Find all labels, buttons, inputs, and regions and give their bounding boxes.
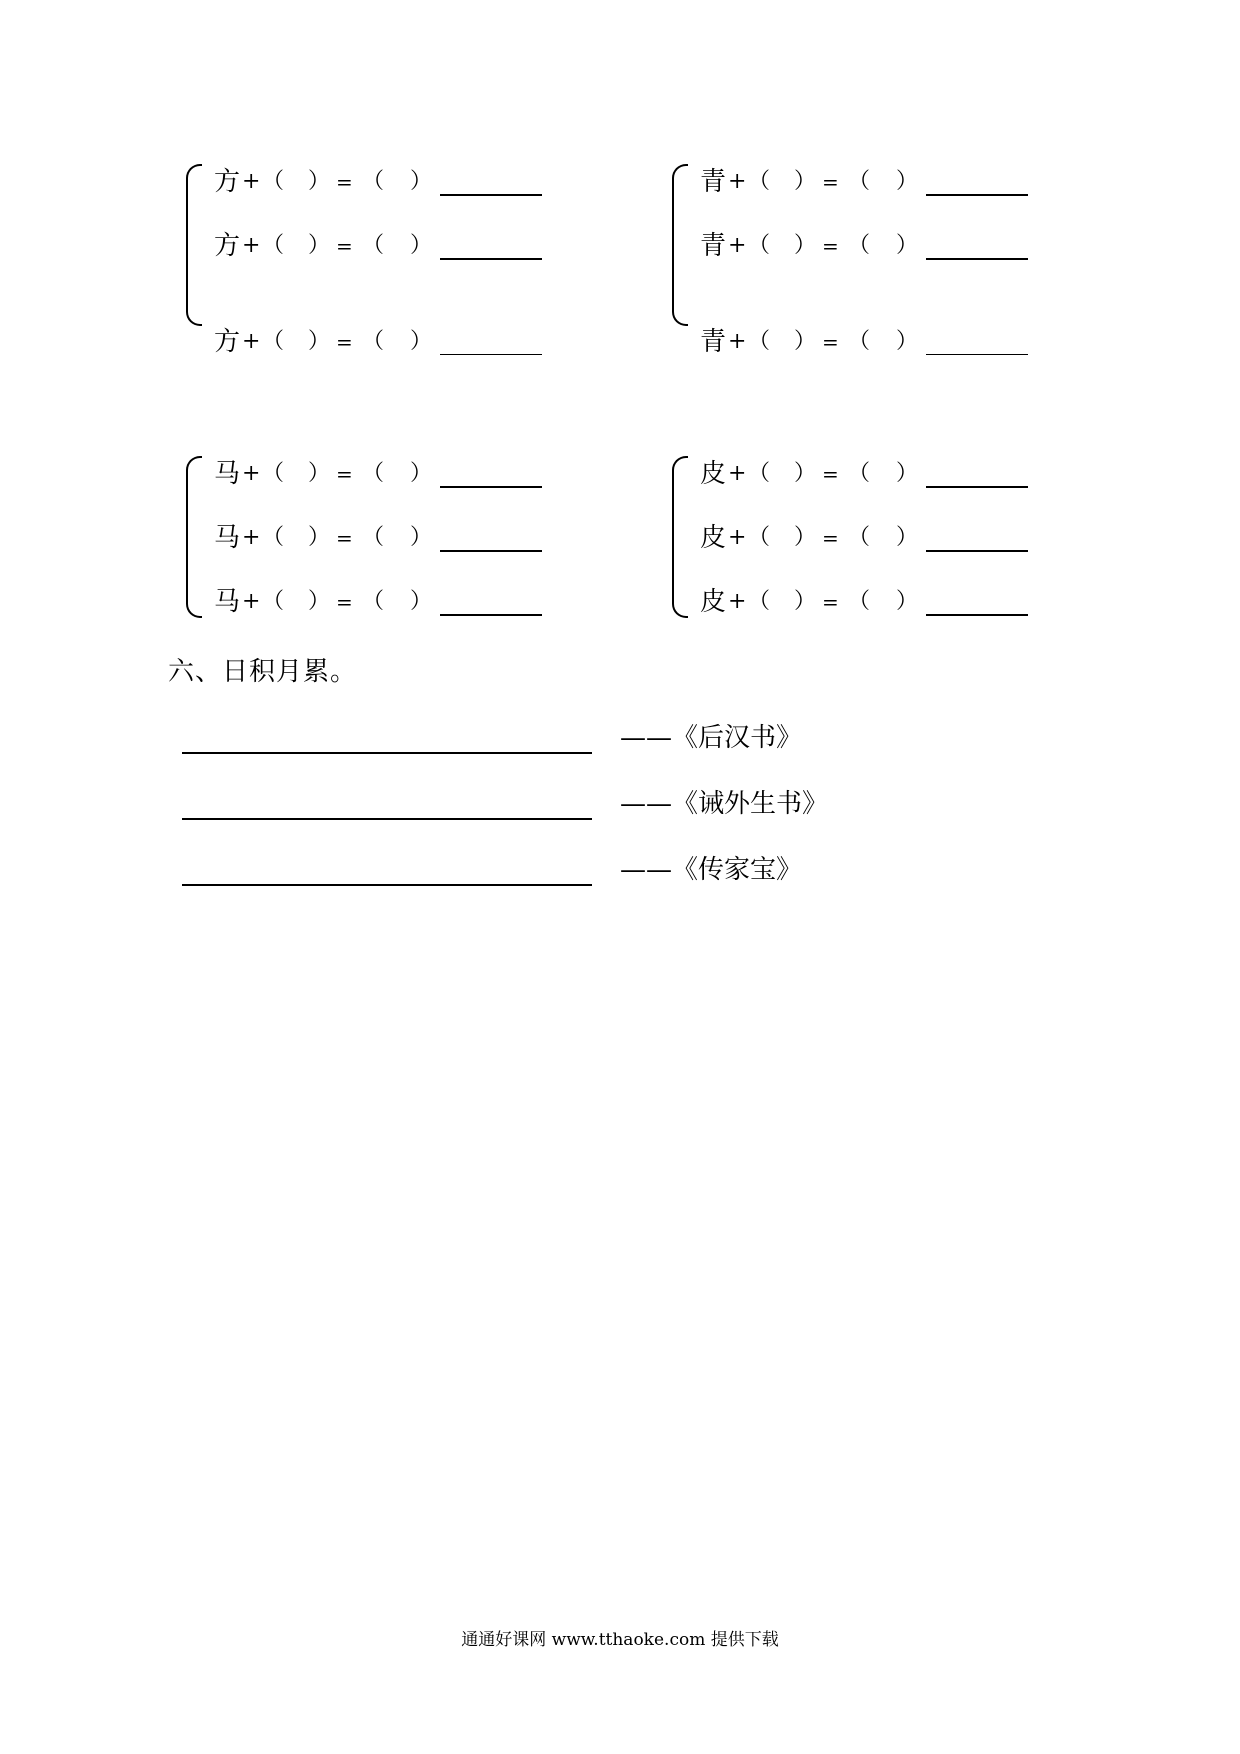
open-paren: （ [262,461,285,486]
close-paren: ） [896,233,919,258]
plus-sign: + [242,169,261,194]
close-paren: ） [794,461,817,486]
base-character: 皮 [700,523,727,553]
group-ma [186,456,586,656]
answer-blank[interactable] [926,550,1028,552]
answer-blank[interactable] [440,550,542,552]
equals-sign: = [336,330,353,354]
close-paren: ） [896,461,919,486]
plus-sign: + [728,589,747,614]
base-character: 马 [214,459,241,489]
close-paren: ） [308,461,331,486]
close-paren: ） [794,233,817,258]
brace [186,456,202,618]
equals-sign: = [336,170,353,194]
close-paren: ） [308,233,331,258]
group-pi [672,456,1072,656]
equation-row [700,228,1070,264]
close-paren: ） [410,589,433,614]
base-character: 方 [214,231,241,261]
base-character: 方 [214,327,241,357]
open-paren: （ [362,329,385,354]
equation-row [214,520,584,556]
base-character: 马 [214,587,241,617]
equals-sign: = [822,234,839,258]
answer-blank[interactable] [440,194,542,196]
close-paren: ） [896,329,919,354]
open-paren: （ [262,233,285,258]
base-character: 青 [700,327,727,357]
open-paren: （ [748,329,771,354]
open-paren: （ [262,525,285,550]
plus-sign: + [728,525,747,550]
open-paren: （ [848,169,871,194]
close-paren: ） [794,329,817,354]
equals-sign: = [336,462,353,486]
brace [186,164,202,326]
plus-sign: + [242,525,261,550]
plus-sign: + [242,589,261,614]
answer-blank[interactable] [926,486,1028,488]
open-paren: （ [362,589,385,614]
open-paren: （ [848,525,871,550]
base-character: 马 [214,523,241,553]
equation-row [214,456,584,492]
answer-blank[interactable] [440,258,542,260]
close-paren: ） [410,233,433,258]
open-paren: （ [848,461,871,486]
equals-sign: = [336,234,353,258]
plus-sign: + [242,461,261,486]
equation-row [700,456,1070,492]
quote-blank[interactable] [182,884,592,886]
open-paren: （ [748,461,771,486]
footer-credit: 通通好课网 www.tthaoke.com 提供下载 [461,1630,779,1650]
close-paren: ） [308,329,331,354]
equals-sign: = [822,590,839,614]
close-paren: ） [896,169,919,194]
answer-blank[interactable] [440,614,542,616]
base-character: 方 [214,167,241,197]
plus-sign: + [728,169,747,194]
equals-sign: = [336,526,353,550]
close-paren: ） [308,589,331,614]
plus-sign: + [728,233,747,258]
open-paren: （ [848,329,871,354]
base-character: 青 [700,167,727,197]
answer-blank[interactable] [440,354,542,355]
close-paren: ） [308,169,331,194]
equals-sign: = [822,462,839,486]
quote-source: ——《后汉书》 [620,723,803,753]
quote-row [182,718,882,758]
equals-sign: = [822,526,839,550]
quote-row [182,850,882,890]
close-paren: ） [794,589,817,614]
open-paren: （ [748,589,771,614]
answer-blank[interactable] [926,194,1028,196]
open-paren: （ [748,169,771,194]
close-paren: ） [410,461,433,486]
answer-blank[interactable] [440,486,542,488]
answer-blank[interactable] [926,614,1028,616]
close-paren: ） [896,589,919,614]
plus-sign: + [728,329,747,354]
equation-row [700,520,1070,556]
open-paren: （ [848,589,871,614]
equation-row [214,164,584,200]
equation-row [700,584,1070,620]
brace [672,164,688,326]
open-paren: （ [362,169,385,194]
equation-row [700,324,1070,360]
quote-row [182,784,882,824]
plus-sign: + [242,329,261,354]
close-paren: ） [410,169,433,194]
group-qing [672,164,1072,364]
equals-sign: = [336,590,353,614]
quote-source: ——《诫外生书》 [620,789,829,819]
open-paren: （ [362,461,385,486]
open-paren: （ [362,525,385,550]
answer-blank[interactable] [926,354,1028,355]
open-paren: （ [262,169,285,194]
quote-source: ——《传家宝》 [620,855,803,885]
close-paren: ） [794,169,817,194]
close-paren: ） [410,329,433,354]
quote-blank[interactable] [182,818,592,820]
plus-sign: + [242,233,261,258]
close-paren: ） [410,525,433,550]
equation-row [214,228,584,264]
equals-sign: = [822,330,839,354]
quote-blank[interactable] [182,752,592,754]
group-fang [186,164,586,364]
answer-blank[interactable] [926,258,1028,260]
open-paren: （ [262,589,285,614]
base-character: 皮 [700,459,727,489]
close-paren: ） [794,525,817,550]
equation-row [214,584,584,620]
base-character: 青 [700,231,727,261]
open-paren: （ [748,525,771,550]
plus-sign: + [728,461,747,486]
open-paren: （ [362,233,385,258]
open-paren: （ [748,233,771,258]
section-title: 六、日积月累。 [168,657,358,687]
equals-sign: = [822,170,839,194]
open-paren: （ [848,233,871,258]
open-paren: （ [262,329,285,354]
close-paren: ） [308,525,331,550]
base-character: 皮 [700,587,727,617]
close-paren: ） [896,525,919,550]
equation-row [214,324,584,360]
brace [672,456,688,618]
equation-row [700,164,1070,200]
